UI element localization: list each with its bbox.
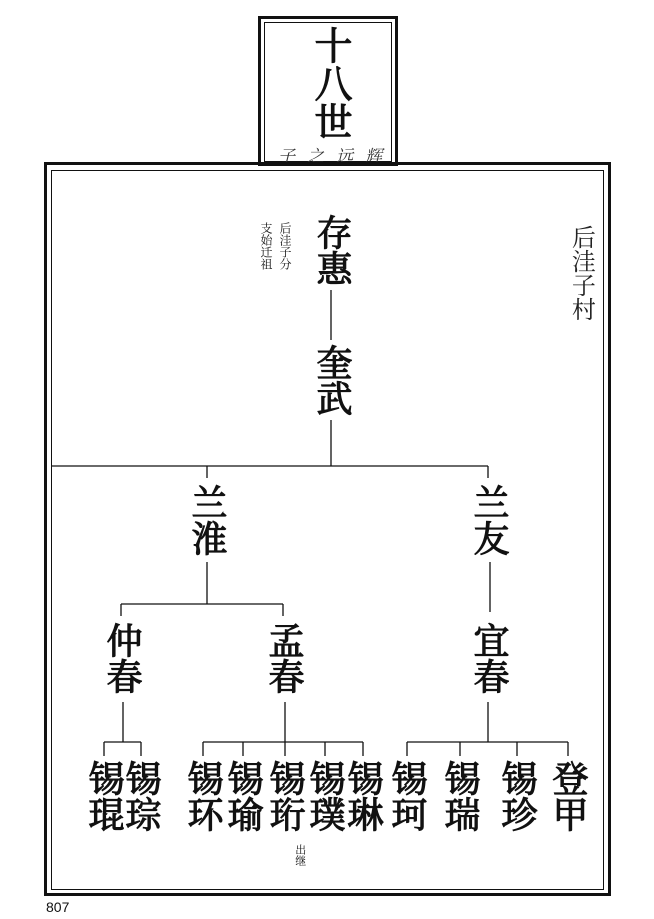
person-xike: 锡珂 — [386, 760, 428, 832]
person-xirui: 锡瑞 — [439, 760, 481, 832]
ancestor-note-col1: 后洼子分 — [278, 222, 292, 270]
person-xizhen: 锡珍 — [496, 760, 538, 832]
person-xiheng: 锡珩 — [264, 760, 306, 832]
generation-title: 十八世 — [308, 26, 353, 140]
person-cunhui: 存惠 — [311, 214, 353, 286]
person-xipu: 锡璞 — [304, 760, 346, 832]
person-xikun: 锡琨 — [83, 760, 125, 832]
person-lanyou: 兰友 — [468, 484, 510, 556]
ancestor-note-col2: 支始迁祖 — [259, 222, 273, 270]
page-number: 807 — [46, 899, 70, 915]
village-label: 后洼子村 — [567, 225, 596, 321]
person-dengjia: 登甲 — [547, 760, 589, 832]
person-xicong: 锡琮 — [120, 760, 162, 832]
xiheng-adoption-note: 出继 — [293, 844, 307, 866]
generation-subtitle: 子之远辉 — [278, 147, 394, 167]
person-xilin: 锡琳 — [342, 760, 384, 832]
person-lanhuai: 兰淮 — [186, 484, 228, 556]
person-xiyu: 锡瑜 — [222, 760, 264, 832]
person-kuiwu: 奎武 — [311, 344, 353, 416]
person-zhongchun: 仲春 — [101, 622, 143, 694]
person-yichun: 宜春 — [468, 622, 510, 694]
person-xihuan: 锡环 — [182, 760, 224, 832]
person-mengchun: 孟春 — [263, 622, 305, 694]
